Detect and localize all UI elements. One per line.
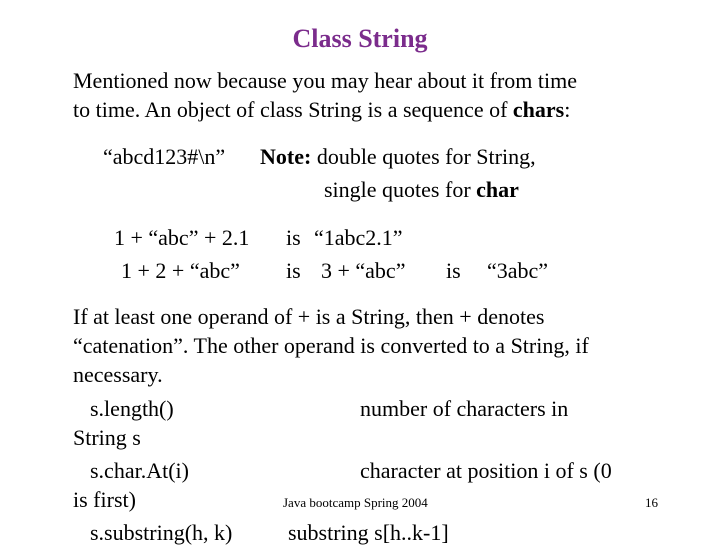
method-desc-substring: substring s[h..k-1]	[288, 520, 449, 545]
note-line-2	[324, 175, 519, 204]
intro-text-1: Mentioned now because you may hear about it from time	[73, 68, 578, 93]
string-literal-example: “abcd123#\n”	[103, 144, 226, 169]
concat-expr-2: 1 + 2 + “abc”	[121, 258, 240, 283]
slide-title: Class String	[292, 24, 428, 53]
method-call-charat: s.char.At(i)	[90, 458, 189, 483]
footer-page-number: 16	[645, 495, 658, 510]
note-label: Note:	[260, 144, 312, 169]
concat-is-2: is	[286, 258, 301, 283]
note-char-keyword: char	[476, 177, 519, 202]
footer-course: Java bootcamp Spring 2004	[283, 495, 428, 510]
method-desc-charat: character at position i of s (0	[360, 458, 612, 483]
method-desc-charat-wrap: is first)	[73, 487, 136, 512]
note-text-2: single quotes for	[324, 177, 477, 202]
note-line-1	[260, 142, 536, 171]
intro-text-2: to time. An object of class String is a sequence of	[73, 97, 513, 122]
para-line-2: “catenation”. The other operand is converted to a String, if	[73, 333, 589, 358]
method-desc-length-wrap: String s	[73, 425, 141, 450]
concat-expr-1: 1 + “abc” + 2.1	[114, 225, 250, 250]
concat-result-2b: “3abc”	[487, 258, 549, 283]
concat-is-2b: is	[446, 258, 461, 283]
para-line-1: If at least one operand of + is a String, then + denotes	[73, 304, 545, 329]
intro-line-1	[73, 66, 577, 95]
method-call-substring: s.substring(h, k)	[90, 520, 233, 545]
intro-chars-keyword: chars	[512, 97, 565, 122]
intro-colon: :	[564, 97, 571, 122]
concat-result-2: 3 + “abc”	[321, 258, 406, 283]
method-call-length: s.length()	[90, 396, 174, 421]
para-line-3: necessary.	[73, 362, 163, 387]
concat-result-1: “1abc2.1”	[314, 225, 403, 250]
concat-is-1: is	[286, 225, 301, 250]
method-desc-length: number of characters in	[360, 396, 569, 421]
note-text: double quotes for String,	[311, 144, 536, 169]
intro-line-2	[73, 95, 570, 124]
